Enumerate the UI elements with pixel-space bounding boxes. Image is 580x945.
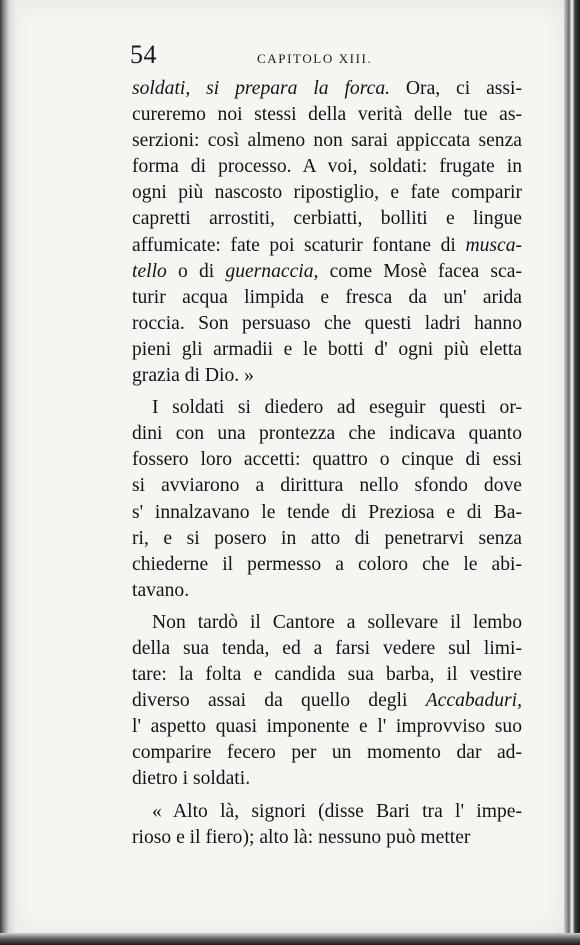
text-line: tare: la folta e candida sua barba, il vestire — [132, 664, 522, 686]
text-line: l' aspetto quasi imponente e l' improvviso suo — [132, 716, 522, 738]
text-line: serzioni: così almeno non sarai appiccata senza — [132, 130, 522, 152]
running-head: CAPITOLO XIII. — [257, 51, 373, 66]
text-line: forma di processo. A voi, soldati: frugate in — [132, 156, 522, 178]
text-line: turir acqua limpida e fresca da un' arida — [132, 286, 522, 308]
text-line: ogni più nascosto ripostiglio, e fate comparir — [132, 182, 522, 204]
body-text — [132, 76, 522, 851]
text-line: s' innalzavano le tende di Preziosa e di Ba- — [132, 501, 522, 523]
text-line: della sua tenda, ed a farsi vedere sul limi- — [132, 637, 522, 659]
text-line: grazia di Dio. » — [132, 365, 254, 387]
page-number: 54 — [130, 40, 157, 69]
text-line: si avviarono a dirittura nello sfondo dove — [132, 475, 522, 497]
text-line: tavano. — [132, 579, 190, 601]
book-spine-shadow — [0, 0, 22, 945]
page-edge-right — [564, 0, 580, 945]
page-header — [130, 40, 525, 74]
text-line: capretti arrostiti, cerbiatti, bolliti e lingue — [132, 208, 522, 230]
page-edge-bottom — [0, 933, 580, 945]
text-line: I soldati si diedero ad eseguir questi or- — [152, 397, 522, 419]
text-line: comparire fecero per un momento dar ad- — [132, 742, 522, 764]
text-line: fossero loro accetti: quattro o cinque di essi — [132, 449, 522, 471]
text-line: chiederne il permesso a coloro che le abi- — [132, 553, 522, 575]
text-line: tello o di guernaccia, come Mosè facea sca- — [132, 260, 522, 282]
text-line: affumicate: fate poi scaturir fontane di musca- — [132, 234, 523, 256]
text-line: ri, e si posero in atto di penetrarvi senza — [132, 527, 522, 549]
text-line: « Alto là, signori (disse Bari tra l' impe- — [152, 800, 522, 822]
text-line: Non tardò il Cantore a sollevare il lembo — [152, 611, 522, 633]
text-line: soldati, si prepara la forca. Ora, ci assi- — [132, 78, 522, 99]
text-line: roccia. Son persuaso che questi ladri hanno — [132, 312, 522, 334]
text-line: dini con una prontezza che indicava quanto — [132, 423, 522, 445]
text-line: rioso e il fiero); alto là: nessuno può metter — [132, 826, 471, 848]
text-line: diverso assai da quello degli Accabaduri, — [132, 690, 523, 712]
text-line: dietro i soldati. — [132, 768, 251, 790]
text-line: cureremo noi stessi della verità delle tue as- — [132, 104, 522, 126]
text-line: pieni gli armadii e le botti d' ogni più eletta — [132, 338, 522, 360]
